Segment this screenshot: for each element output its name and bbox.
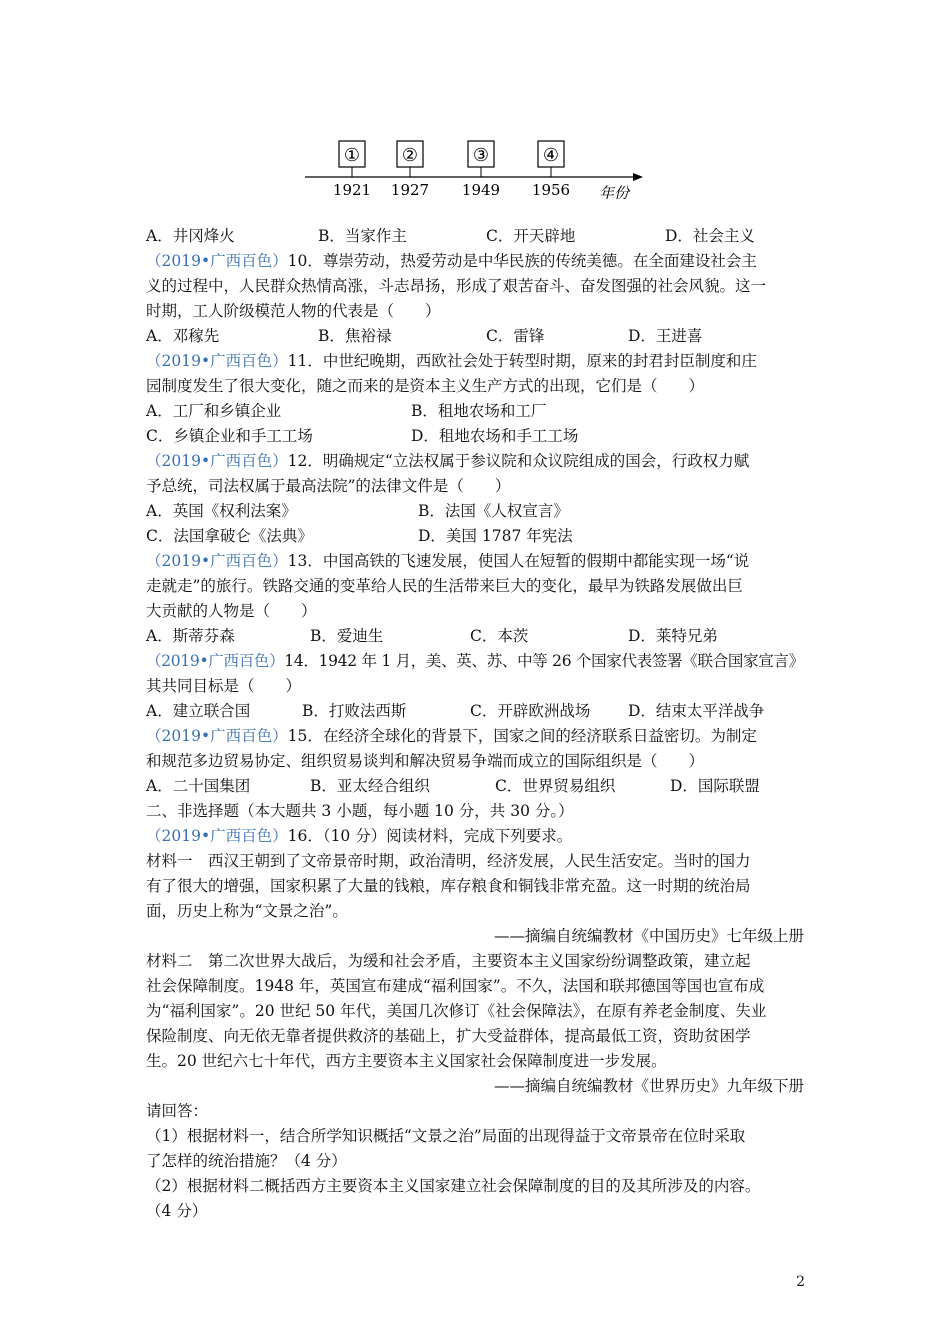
material2-source: ——摘编自统编教材《世界历史》九年级下册	[493, 1077, 804, 1095]
material2-line-4: 保险制度、向无依无靠者提供救济的基础上，扩大受益群体，提高最低工资，资助贫困学	[146, 1027, 751, 1045]
q12-option-c: C．法国拿破仑《法典》	[146, 527, 313, 545]
timeline-marker-2	[391, 141, 429, 199]
q13-option-b: B．爱迪生	[310, 627, 384, 645]
q11-option-b: B．租地农场和工厂	[411, 402, 547, 420]
material2-line-3: 为“福利国家”。20 世纪 50 年代，美国几次修订《社会保障法》，在原有养老金制度、失业	[146, 1002, 767, 1020]
q10-option-c: C．雷锋	[486, 327, 545, 345]
q15-option-d: D．国际联盟	[670, 777, 760, 795]
material1-source: ——摘编自统编教材《中国历史》七年级上册	[493, 927, 804, 945]
svg-text:1927: 1927	[390, 181, 430, 199]
timeline-marker-1	[333, 141, 371, 199]
q12-line-1: （2019•广西百色）12．明确规定“立法权属于参议院和众议院组成的国会，行政权力赋	[146, 452, 750, 470]
svg-text:③: ③	[472, 145, 490, 166]
page-number: 2	[796, 1274, 805, 1290]
q15-line-1: （2019•广西百色）15．在经济全球化的背景下，国家之间的经济联系日益密切。为制定	[146, 727, 757, 745]
svg-text:②: ②	[401, 145, 419, 166]
timeline-diagram	[305, 138, 645, 208]
answer-prompt: 请回答：	[146, 1102, 209, 1120]
q14-line-1: （2019•广西百色）14．1942 年 1 月，美、英、苏、中等 26 个国家代表签署《联合国家宣言》	[146, 652, 804, 670]
q10-line-3: 时期，工人阶级模范人物的代表是（ ）	[146, 302, 441, 320]
q13-line-1: （2019•广西百色）13．中国高铁的飞速发展，使国人在短暂的假期中都能实现一场“说	[146, 552, 750, 570]
q15-option-c: C．世界贸易组织	[495, 777, 616, 795]
material1-line-3: 面，历史上称为“文景之治”。	[146, 902, 348, 920]
q10-source: （2019•广西百色）	[146, 252, 288, 270]
timeline-axis-label: 年份	[599, 184, 630, 202]
q10-line-2: 义的过程中，人民群众热情高涨，斗志昂扬，形成了艰苦奋斗、奋发图强的社会风貌。这一	[146, 277, 767, 295]
material2-line-1: 材料二 第二次世界大战后，为缓和社会矛盾，主要资本主义国家纷纷调整政策，建立起	[146, 952, 751, 970]
svg-text:1956: 1956	[531, 181, 571, 199]
q11-line-1: （2019•广西百色）11．中世纪晚期，西欧社会处于转型时期，原来的封君封臣制度和庄	[146, 352, 757, 370]
material1-line-2: 有了很大的增强，国家积累了大量的钱粮，库存粮食和铜钱非常充盈。这一时期的统治局	[146, 877, 751, 895]
svg-text:1921: 1921	[332, 181, 372, 199]
timeline-marker-4	[532, 141, 570, 199]
section2-title: 二、非选择题（本大题共 3 小题，每小题 10 分，共 30 分。）	[146, 802, 574, 820]
q14-line-2: 其共同目标是（ ）	[146, 677, 302, 695]
q13-line-3: 大贡献的人物是（ ）	[146, 602, 317, 620]
q12-line-2: 予总统，司法权属于最高法院”的法律文件是（ ）	[146, 477, 511, 495]
q14-option-c: C．开辟欧洲战场	[470, 702, 591, 720]
q14-option-d: D．结束太平洋战争	[628, 702, 765, 720]
svg-text:1949: 1949	[461, 181, 501, 199]
q11-option-d: D．租地农场和手工工场	[411, 427, 579, 445]
q9-option-a: A．井冈烽火	[146, 227, 235, 245]
q10-option-b: B．焦裕禄	[318, 327, 392, 345]
q11-option-a: A．工厂和乡镇企业	[146, 402, 282, 420]
q10-option-a: A．邓稼先	[146, 327, 220, 345]
sub-question-1-line-2: 了怎样的统治措施？（4 分）	[146, 1152, 347, 1170]
q15-option-b: B．亚太经合组织	[310, 777, 430, 795]
q10-line-1: （2019•广西百色）10．尊崇劳动，热爱劳动是中华民族的传统美德。在全面建设社会主	[146, 252, 757, 270]
q12-option-a: A．英国《权利法案》	[146, 502, 297, 520]
svg-text:①: ①	[343, 145, 361, 166]
sub-question-2-line-2: （4 分）	[146, 1202, 208, 1220]
q9-option-b: B．当家作主	[318, 227, 407, 245]
q13-option-d: D．莱特兄弟	[628, 627, 718, 645]
q11-option-c: C．乡镇企业和手工工场	[146, 427, 313, 445]
sub-question-1-line-1: （1）根据材料一，结合所学知识概括“文景之治”局面的出现得益于文帝景帝在位时采取	[146, 1127, 746, 1145]
q13-option-c: C．本茨	[470, 627, 529, 645]
q14-option-a: A．建立联合国	[146, 702, 251, 720]
q13-line-2: 走就走”的旅行。铁路交通的变革给人民的生活带来巨大的变化，最早为铁路发展做出巨	[146, 577, 743, 595]
q14-option-b: B．打败法西斯	[302, 702, 407, 720]
q15-option-a: A．二十国集团	[146, 777, 251, 795]
q11-line-2: 园制度发生了很大变化，随之而来的是资本主义生产方式的出现，它们是（ ）	[146, 377, 705, 395]
timeline-marker-3	[462, 141, 500, 199]
q9-option-c: C．开天辟地	[486, 227, 576, 245]
q16-intro: （2019•广西百色）16．（10 分）阅读材料，完成下列要求。	[146, 827, 573, 845]
svg-text:④: ④	[542, 145, 560, 166]
q15-line-2: 和规范多边贸易协定、组织贸易谈判和解决贸易争端而成立的国际组织是（ ）	[146, 752, 705, 770]
q10-option-d: D．王进喜	[628, 327, 703, 345]
q12-option-b: B．法国《人权宣言》	[418, 502, 569, 520]
q12-option-d: D．美国 1787 年宪法	[418, 527, 573, 545]
q13-option-a: A．斯蒂芬森	[146, 627, 235, 645]
material1-line-1: 材料一 西汉王朝到了文帝景帝时期，政治清明，经济发展，人民生活安定。当时的国力	[146, 852, 751, 870]
q9-option-d: D．社会主义	[665, 227, 755, 245]
material2-line-5: 生。20 世纪六七十年代，西方主要资本主义国家社会保障制度进一步发展。	[146, 1052, 667, 1070]
material2-line-2: 社会保障制度。1948 年，英国宣布建成“福利国家”。不久，法国和联邦德国等国也宣布成	[146, 977, 765, 995]
sub-question-2-line-1: （2）根据材料二概括西方主要资本主义国家建立社会保障制度的目的及其所涉及的内容。	[146, 1177, 761, 1195]
